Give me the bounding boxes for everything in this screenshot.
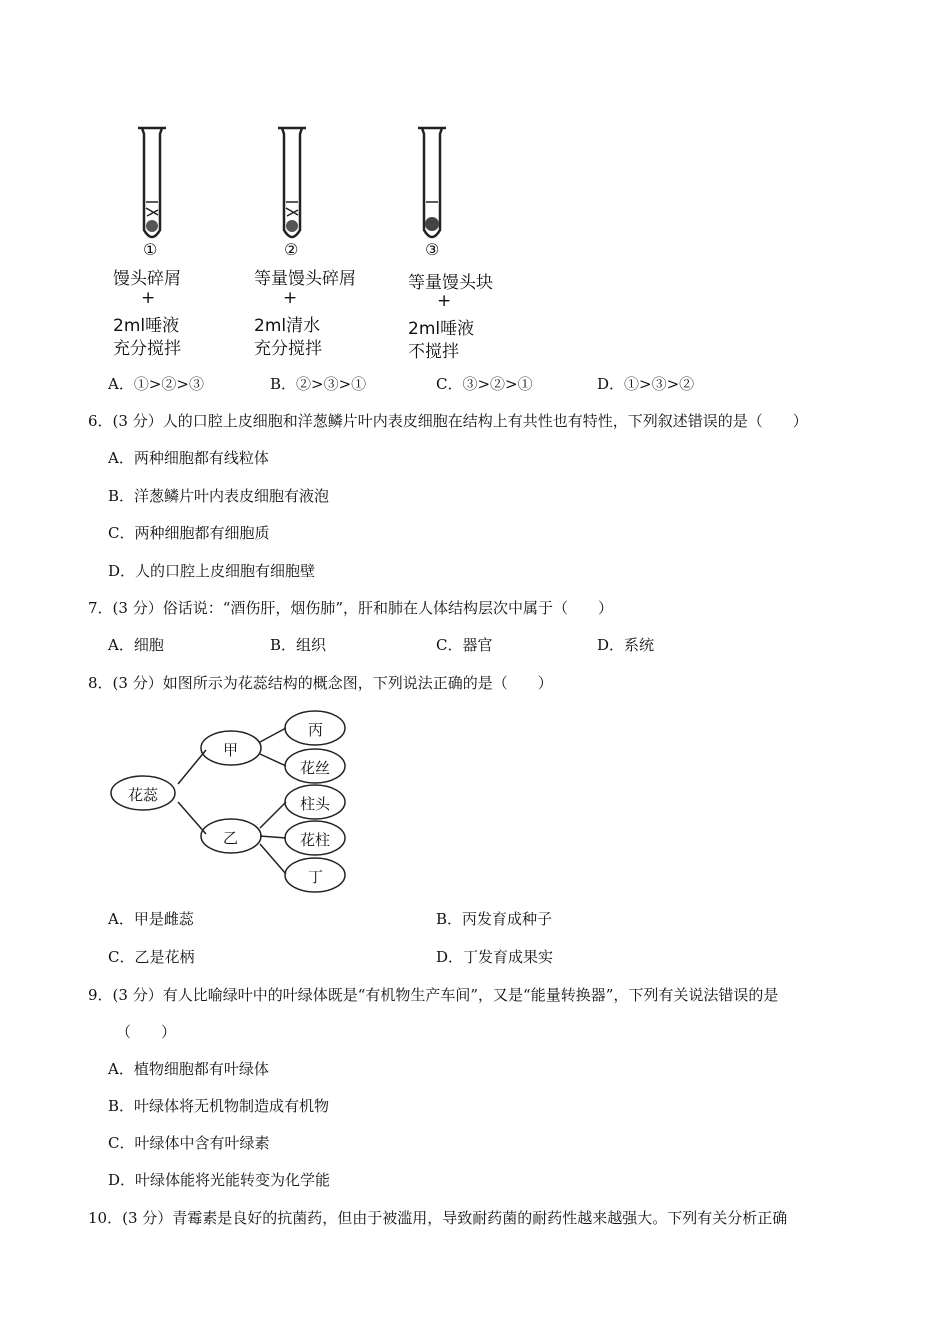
tube-3-number: ③ xyxy=(425,240,440,259)
q9-stem: 9．(3 分）有人比喻绿叶中的叶绿体既是“有机物生产车间”，又是“能量转换器”，下列有关说法错误的是 xyxy=(88,986,779,1004)
node-bing: 丙 xyxy=(308,721,324,739)
q8-option-a: A．甲是雌蕊 xyxy=(108,910,194,928)
q5-option-d: D．①>③>② xyxy=(597,375,695,393)
q6-stem: 6．(3 分）人的口腔上皮细胞和洋葱鳞片叶内表皮细胞在结构上有共性也有特性，下列叙述错误的是（ ） xyxy=(88,412,808,430)
tube-2-line1: 等量馒头碎屑 xyxy=(254,269,356,289)
node-huazhu: 花柱 xyxy=(300,831,331,849)
tube-1-number: ① xyxy=(143,240,158,259)
q9-option-d: D．叶绿体能将光能转变为化学能 xyxy=(108,1171,331,1189)
tube-1-plus: + xyxy=(141,288,156,308)
q8-option-b: B．丙发育成种子 xyxy=(436,910,553,928)
q6-option-d: D．人的口腔上皮细胞有细胞壁 xyxy=(108,562,316,580)
q6-option-b: B．洋葱鳞片叶内表皮细胞有液泡 xyxy=(108,487,330,505)
node-yi: 乙 xyxy=(223,829,239,847)
q9-option-b: B．叶绿体将无机物制造成有机物 xyxy=(108,1097,330,1115)
q8-option-c: C．乙是花柄 xyxy=(108,948,195,966)
q7-option-c: C．器官 xyxy=(436,636,493,654)
node-huasi: 花丝 xyxy=(300,759,331,777)
tube-1-line3: 充分搅拌 xyxy=(113,339,181,359)
q8-option-d: D．丁发育成果实 xyxy=(436,948,554,966)
q7-option-d: D．系统 xyxy=(597,636,655,654)
node-huarui: 花蕊 xyxy=(128,786,159,804)
q9-option-a: A．植物细胞都有叶绿体 xyxy=(108,1060,269,1078)
tube-3-line1: 等量馒头块 xyxy=(408,273,493,293)
tube-3-line2: 2ml唾液 xyxy=(408,319,475,339)
q5-option-a: A．①>②>③ xyxy=(108,375,204,393)
q5-option-c: C．③>②>① xyxy=(436,375,533,393)
q9-stem-paren: （ ） xyxy=(116,1023,177,1041)
test-tube-2 xyxy=(278,128,306,237)
tube-2-number: ② xyxy=(284,240,299,259)
node-zhutou: 柱头 xyxy=(300,795,331,813)
tube-2-line2: 2ml清水 xyxy=(254,316,321,336)
node-ding: 丁 xyxy=(308,868,324,886)
tube-1-line2: 2ml唾液 xyxy=(113,316,180,336)
test-tube-1 xyxy=(138,128,166,237)
q7-option-a: A．细胞 xyxy=(108,636,164,654)
q5-option-b: B．②>③>① xyxy=(270,375,367,393)
q6-option-a: A．两种细胞都有线粒体 xyxy=(108,449,269,467)
q7-stem: 7．(3 分）俗话说：“酒伤肝，烟伤肺”，肝和肺在人体结构层次中属于（ ） xyxy=(88,599,614,617)
q8-stem: 8．(3 分）如图所示为花蕊结构的概念图，下列说法正确的是（ ） xyxy=(88,674,553,692)
tube-3-plus: + xyxy=(437,291,452,311)
q7-option-b: B．组织 xyxy=(270,636,327,654)
q9-option-c: C．叶绿体中含有叶绿素 xyxy=(108,1134,270,1152)
tube-3-line3: 不搅拌 xyxy=(408,342,459,362)
test-tube-3 xyxy=(418,128,446,237)
tube-1-line1: 馒头碎屑 xyxy=(113,269,181,289)
node-jia: 甲 xyxy=(223,741,239,759)
q6-option-c: C．两种细胞都有细胞质 xyxy=(108,524,270,542)
tube-2-line3: 充分搅拌 xyxy=(254,339,322,359)
test-tubes-illustration xyxy=(120,120,480,260)
tube-2-plus: + xyxy=(283,288,298,308)
q10-stem: 10．(3 分）青霉素是良好的抗菌药，但由于被滥用，导致耐药菌的耐药性越来越强大。下列有关分析正确 xyxy=(88,1209,788,1227)
